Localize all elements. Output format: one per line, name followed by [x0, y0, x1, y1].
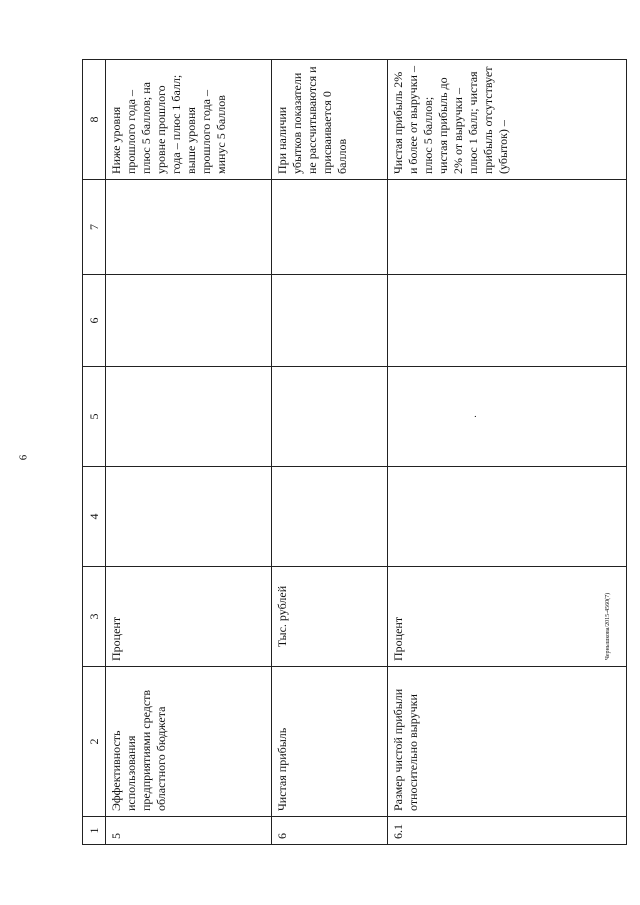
header-col-7: 7 [83, 180, 106, 275]
table-row [106, 60, 272, 845]
rotated-table-content [82, 60, 627, 845]
unit-cell: Процент [388, 567, 627, 667]
value-cell-7 [106, 180, 272, 275]
footer-code: Чернышкова/2015-4560(7) [605, 592, 611, 660]
indicator-name: Размер чистой прибыли относительно выручки [388, 667, 627, 817]
page-number: 6 [17, 454, 30, 461]
unit-cell: Тыс. рублей [272, 567, 388, 667]
table-row [272, 60, 388, 845]
indicator-name: Чистая прибыль [272, 667, 388, 817]
indicator-name: Эффективность использования предприятиями средств областного бюджета [106, 667, 272, 817]
scoring-note: Ниже уровня прошлого года – плюс 5 баллов; на уровне прошлого года – плюс 1 балл; выше уровня прошлого года – минус 5 баллов [106, 60, 272, 180]
value-cell-5 [272, 367, 388, 467]
row-number: 5 [106, 817, 272, 845]
value-cell-6 [106, 275, 272, 367]
header-col-1: 1 [83, 817, 106, 845]
rotated-table-wrapper [82, 60, 627, 845]
header-col-4: 4 [83, 467, 106, 567]
row-number: 6 [272, 817, 388, 845]
value-cell-4 [388, 467, 627, 567]
value-cell-5 [106, 367, 272, 467]
value-cell-7 [272, 180, 388, 275]
header-col-5: 5 [83, 367, 106, 467]
stray-mark: · [471, 414, 482, 419]
header-col-6: 6 [83, 275, 106, 367]
row-number: 6.1 [388, 817, 627, 845]
value-cell-6 [388, 275, 627, 367]
header-col-8: 8 [83, 60, 106, 180]
scoring-note: При наличии убытков показатели не рассчитываются и присваивается 0 баллов [272, 60, 388, 180]
unit-cell: Процент [106, 567, 272, 667]
value-cell-6 [272, 275, 388, 367]
value-cell-7 [388, 180, 627, 275]
value-cell-5 [388, 367, 627, 467]
value-cell-4 [106, 467, 272, 567]
value-cell-4 [272, 467, 388, 567]
table-row [388, 60, 627, 845]
table-header-row [83, 60, 106, 845]
criteria-table [82, 59, 627, 845]
header-col-2: 2 [83, 667, 106, 817]
scoring-note: Чистая прибыль 2% и более от выручки – плюс 5 баллов; чистая прибыль до 2% от выручки – плюс 1 балл; чистая прибыль отсутствует (убыток) – [388, 60, 627, 180]
header-col-3: 3 [83, 567, 106, 667]
